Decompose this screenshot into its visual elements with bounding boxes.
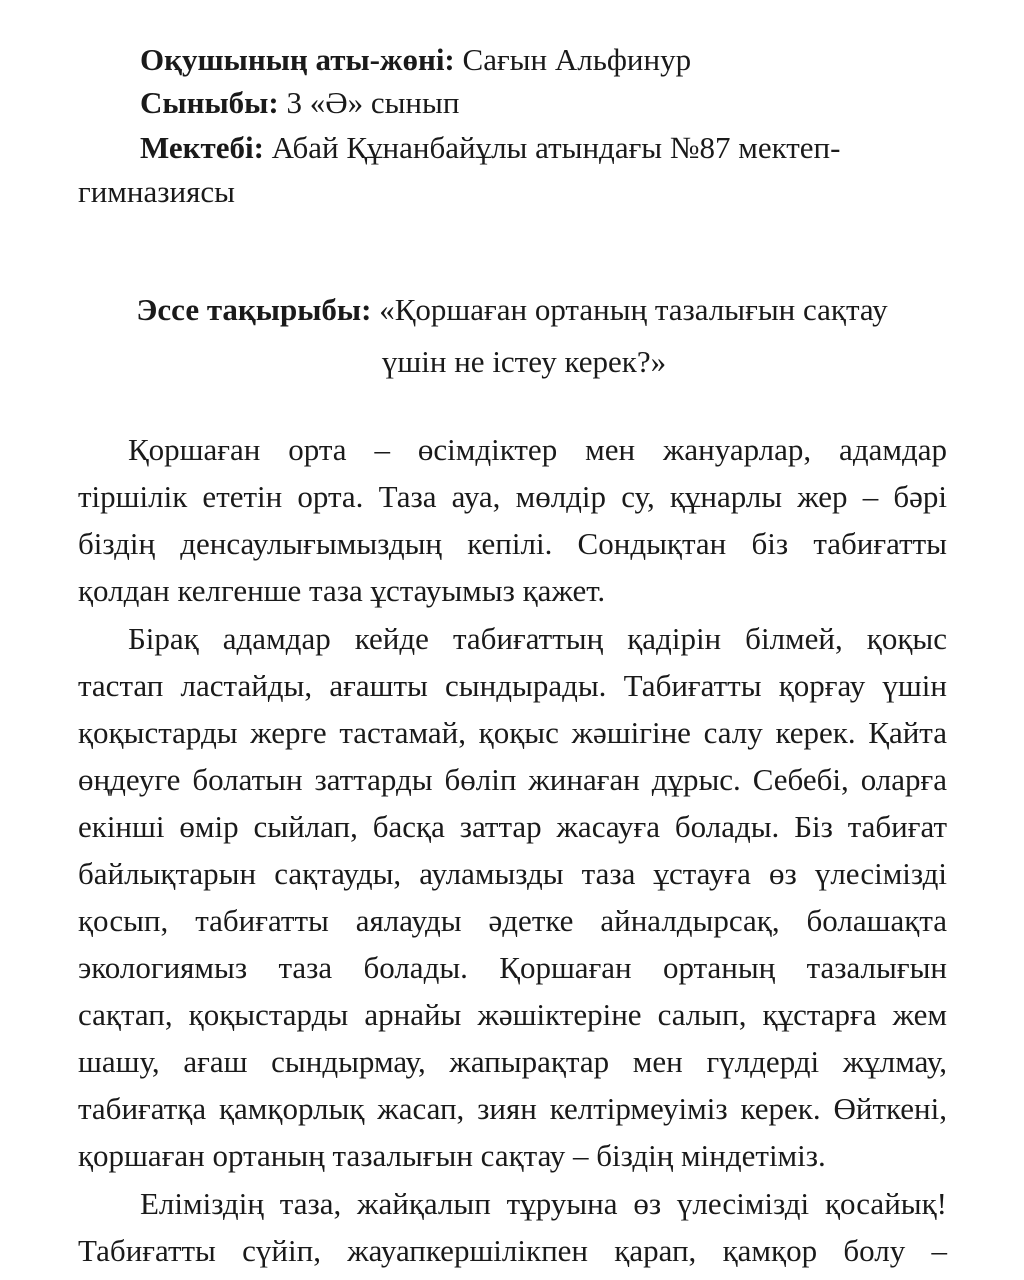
paragraph-1-line: Қоршаған орта – өсімдіктер мен жануарлар, адамдар (128, 432, 947, 467)
paragraph-1-line: қолдан келгенше таза ұстауымыз қажет. (78, 573, 606, 608)
paragraph-3-line: Еліміздің таза, жайқалып тұруына өз үлесімізді қосайық! (140, 1186, 947, 1221)
class-line (140, 83, 459, 123)
paragraph-2-line: қоқыстарды жерге тастамай, қоқыс жәшігіне салу керек. Қайта (78, 715, 947, 750)
paragraph-1-line: тіршілік ететін орта. Таза ауа, мөлдір су, құнарлы жер – бәрі (78, 479, 947, 514)
paragraph-2-line: байлықтарын сақтауды, ауламызды таза ұстауға өз үлесімізді (78, 856, 947, 891)
paragraph-1-line: біздің денсаулығымыздың кепілі. Сондықтан біз табиғатты (78, 526, 947, 561)
student-name-label: Оқушының аты-жөні: (140, 42, 455, 77)
paragraph-2-line: экологиямыз таза болады. Қоршаған ортаның тазалығын (78, 950, 947, 985)
student-name-line (140, 40, 691, 80)
essay-topic-text-2: үшін не істеу керек?» (381, 344, 667, 379)
paragraph-2-line: қоршаған ортаның тазалығын сақтау – біздің міндетіміз. (78, 1138, 826, 1173)
paragraph-2-line: сақтап, қоқыстарды арнайы жәшіктеріне салып, құстарға жем (78, 997, 947, 1032)
class-label: Сыныбы: (140, 85, 279, 120)
paragraph-2-line: Бірақ адамдар кейде табиғаттың қадірін білмей, қоқыс (128, 621, 947, 656)
essay-topic-label: Эссе тақырыбы: (136, 292, 372, 327)
class-value: 3 «Ә» сынып (278, 85, 460, 120)
essay-topic-line-1 (0, 290, 1024, 330)
paragraph-2-line: қосып, табиғатты аялауды әдетке айналдырсақ, болашақта (78, 903, 947, 938)
paragraph-2-line: табиғатқа қамқорлық жасап, зиян келтірмеуіміз керек. Өйткені, (78, 1091, 947, 1126)
paragraph-2-line: екінші өмір сыйлап, басқа заттар жасауға болады. Біз табиғат (78, 809, 947, 844)
student-name-value: Сағын Альфинур (454, 42, 692, 77)
paragraph-2-line: өңдеуге болатын заттарды бөліп жинаған дұрыс. Себебі, оларға (78, 762, 947, 797)
school-line (78, 126, 948, 214)
paragraph-2-line: шашу, ағаш сындырмау, жапырақтар мен гүлдерді жұлмау, (78, 1044, 947, 1079)
paragraph-2-line: тастап ластайды, ағашты сындырады. Табиғатты қорғау үшін (78, 668, 947, 703)
essay-topic-line-2 (0, 342, 1024, 382)
paragraph-3-line: Табиғатты сүйіп, жауапкершілікпен қарап, қамқор болу – (78, 1233, 947, 1268)
school-label: Мектебі: (140, 130, 264, 165)
essay-topic-text-1: «Қоршаған ортаның тазалығын сақтау (371, 292, 888, 327)
school-value: Абай Құнанбайұлы атындағы №87 мектеп-гимназиясы (78, 130, 841, 209)
